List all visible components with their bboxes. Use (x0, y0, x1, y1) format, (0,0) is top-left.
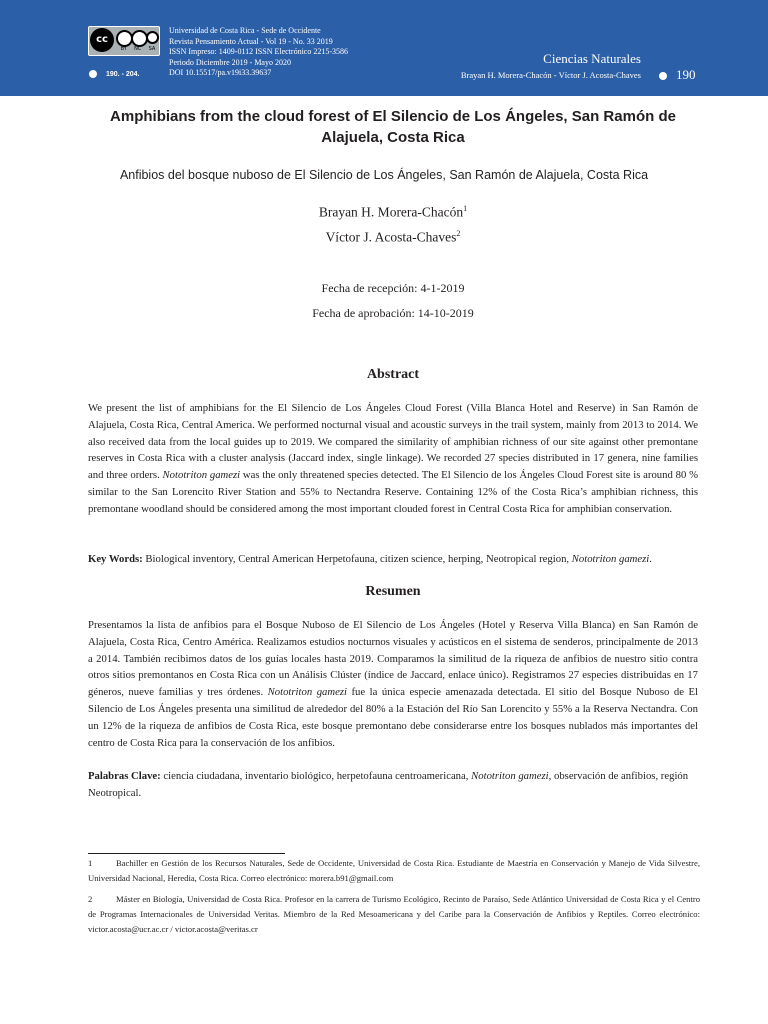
page-range (89, 70, 139, 78)
abstract-text (88, 400, 698, 518)
keywords-end: . (649, 553, 652, 565)
footnote-2 (88, 892, 700, 937)
footnote-1 (88, 856, 700, 886)
species-name: Nototriton gamezi (162, 469, 241, 482)
journal-metadata (169, 26, 348, 79)
license-labels (117, 46, 159, 52)
bullet-dot-icon (659, 72, 667, 80)
species-name: Nototriton gamezi (571, 553, 650, 565)
meta-issn: ISSN Impreso: 1409-0112 ISSN Electrónico 2215-3586 (169, 47, 349, 56)
palabras-clave-text: ciencia ciudadana, inventario biológico, herpetofauna centroamericana, (160, 770, 472, 782)
species-name: Nototriton gamezi (267, 686, 347, 699)
journal-header-band (0, 0, 768, 96)
author-1 (0, 204, 768, 221)
bullet-dot-icon (89, 70, 97, 78)
meta-journal-volume: Revista Pensamiento Actual - Vol 19 - No. 33 2019 (169, 36, 333, 46)
article-subtitle: Anfibios del bosque nuboso de El Silencio de Los Ángeles, San Ramón de Alajuela, Costa Rica (119, 168, 649, 182)
page-range-text: 190. - 204. (106, 70, 140, 78)
palabras-clave-label: Palabras Clave: (88, 770, 161, 782)
license-label-by: BY (120, 46, 127, 52)
received-date: Fecha de recepción: 4-1-2019 (321, 281, 465, 295)
author-footnote-marker[interactable]: 1 (463, 204, 468, 213)
keywords (88, 551, 700, 568)
footnote-text: Bachiller en Gestión de los Recursos Naturales, Sede de Occidente, Universidad de Costa Rica. Estudiante de Maestría en Conservación y Manejo de Vida Silvestre, Universidad Nacional, Heredia, Costa Rica. Correo electrónico: morera.b91@gmail.com (88, 858, 700, 883)
footnote-text: Máster en Biología, Universidad de Costa Rica. Profesor en la carrera de Turismo Ecológico, Recinto de Paraíso, Sede Atlántico Universidad de Costa Rica y el Centro de Programas Internacionales de Universidad Veritas. Miembro de la Red Mesoamericana y del Caribe para la Conservación de Anfibios y Reptiles. Correo electrónico: victor.acosta@ucr.ac.cr / victor.acosta@veritas.cr (88, 894, 700, 934)
abstract-text-part: We present the list of amphibians for the El Silencio de Los Ángeles Cloud Forest (Villa Blanca Hotel and Reserve) in San Ramón de Alajuela, Costa Rica, Central America. We performed nocturnal visual and acoustic surveys in the trail system, mainly from 2013 to 2014. We also received data from the local guides up to 2019. We compared the similarity of amphibian richness of our site against other premontane reserves in Costa Rica with a cluster analysis (Jaccard index, single linkage). We recorded 27 species distributed in 17 genera, nine families and three orders. (88, 402, 698, 482)
abstract-text-part: was the only threatened species detected. The El Silencio de los Ángeles Cloud Forest site is around 80 % similar to the San Lorencito River Station and 55% to Nectandra Reserve. Containing 12% of the Costa Rica’s amphibian richness, this premontane woodland should be considered among the most important clouded forest in Central Costa Rica for amphibian conservation. (88, 469, 698, 515)
palabras-clave-end: , observación de anfibios, región Neotropical. (88, 770, 689, 799)
approved-date: Fecha de aprobación: 14-10-2019 (312, 306, 474, 320)
resumen-heading: Resumen (365, 584, 421, 599)
keywords-label: Key Words: (88, 553, 143, 565)
footnote-number: 1 (88, 858, 93, 868)
creative-commons-license-badge[interactable] (88, 26, 160, 56)
cc-logo-icon: cc (90, 28, 114, 52)
author-footnote-marker[interactable]: 2 (456, 229, 461, 238)
sharealike-icon (146, 31, 159, 44)
meta-doi[interactable]: DOI 10.15517/pa.v19i33.39637 (169, 68, 272, 77)
license-label-sa: SA (148, 46, 156, 52)
author-2 (0, 229, 768, 246)
meta-university: Universidad de Costa Rica - Sede de Occidente (169, 26, 321, 35)
footnote-number: 2 (88, 894, 93, 904)
abstract-heading: Abstract (366, 367, 420, 382)
article-title: Amphibians from the cloud forest of El Silencio de Los Ángeles, San Ramón de Alajuela, Costa Rica (110, 108, 676, 146)
resumen-text-part: fue la única especie amenazada detectada. El sitio del Bosque Nuboso de El Silencio de Los Ángeles presenta una similitud de alrededor del 80% a la Estación del Río San Lorencito y 55% a la Reserva Nectandra. Con un 12% de la riqueza de anfibios de Costa Rica, este bosque premontano debe considerarse entre los bosques nublados más importantes del centro de Costa Rica para la conservación de los anfibios. (88, 686, 698, 749)
author-name: Víctor J. Acosta-Chaves (325, 229, 457, 245)
page-number (659, 67, 696, 83)
resumen-text-part: Presentamos la lista de anfibios para el Bosque Nuboso de El Silencio de Los Ángeles (Hotel y Reserva Villa Blanca) en San Ramón de Alajuela, Costa Rica, Centro América. Realizamos estudios nocturnos visuales y acústicos en el sistema de senderos, principalmente de 2013 a 2014. También recibimos datos de los guías locales hasta 2019. Comparamos la similitud de la riqueza de anfibios de nuestro sitio contra otros sitios premontanos en Costa Rica con un Análisis Clúster (índice de Jaccard, enlace único). Registramos 27 especies distribuidas en 17 géneros, nueve familias y tres órdenes. (88, 619, 698, 699)
section-name: Ciencias Naturales (543, 51, 641, 66)
meta-period: Periodo Diciembre 2019 - Mayo 2020 (169, 57, 291, 67)
page-number-text: 190 (676, 67, 696, 82)
palabras-clave (88, 768, 700, 802)
footnote-divider (88, 853, 285, 854)
running-authors: Brayan H. Morera-Chacón - Víctor J. Acosta-Chaves (460, 70, 641, 80)
resumen-text (88, 617, 698, 751)
author-name: Brayan H. Morera-Chacón (318, 204, 464, 220)
keywords-text: Biological inventory, Central American Herpetofauna, citizen science, herping, Neotropical region, (142, 553, 572, 565)
species-name: Nototriton gamezi (471, 770, 549, 782)
license-label-nc: NC (134, 46, 142, 52)
